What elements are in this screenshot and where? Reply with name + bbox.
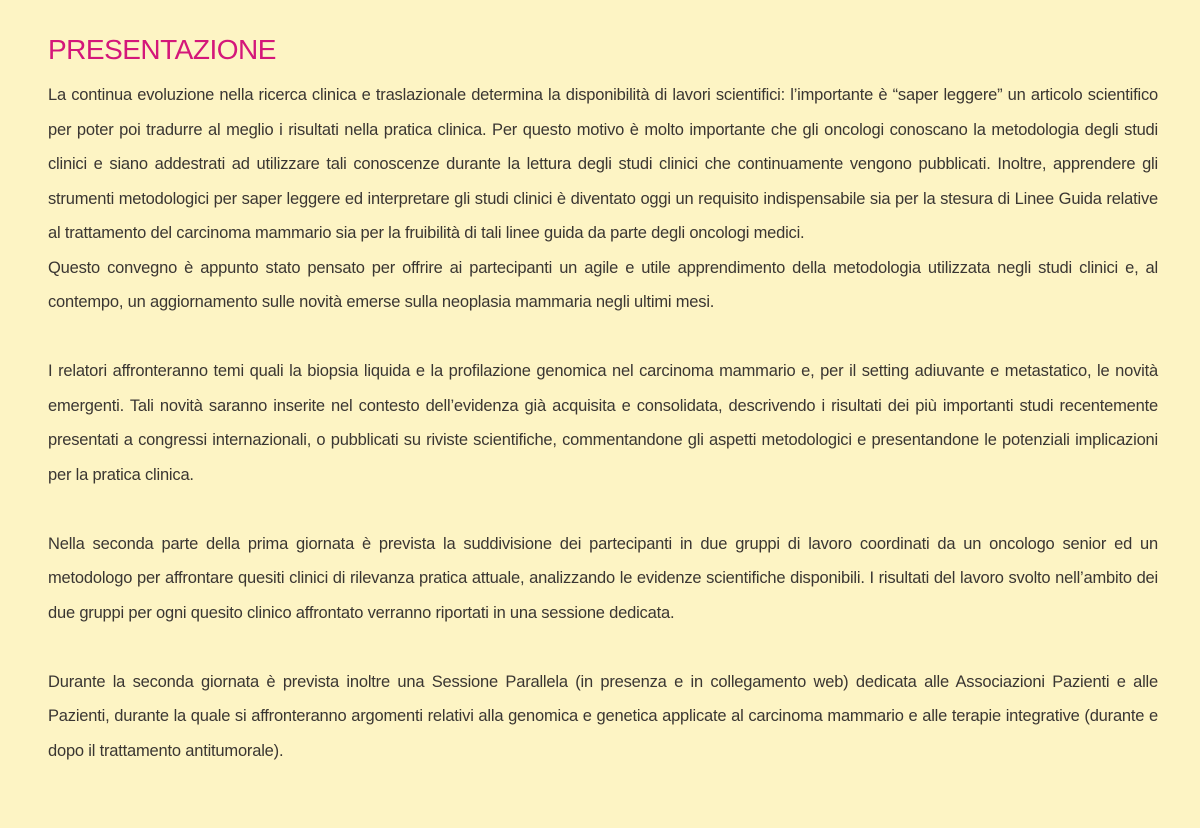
document-page — [48, 30, 1158, 768]
paragraph-spacer — [48, 320, 1158, 355]
paragraph-gruppi-lavoro: Nella seconda parte della prima giornata è prevista la suddivisione dei partecipanti in due gruppi di lavoro coordinati da un oncologo senior ed un metodologo per affrontare quesiti clinici di rilevanza pratica attuale, analizzando le evidenze scientifiche disponibili. I risultati del lavoro svolto nell’ambito dei due gruppi per ogni quesito clinico affrontato verranno riportati in una sessione dedicata. — [48, 534, 1158, 622]
paragraph-convegno: Questo convegno è appunto stato pensato per offrire ai partecipanti un agile e utile apprendimento della metodologia utilizzata negli studi clinici e, al contempo, un aggiornamento sulle novità emerse sulla neoplasia mammaria negli ultimi mesi. — [48, 258, 1158, 311]
paragraph-spacer — [48, 492, 1158, 527]
paragraph-spacer — [48, 630, 1158, 665]
paragraph-sessione-parallela: Durante la seconda giornata è prevista inoltre una Sessione Parallela (in presenza e in collegamento web) dedicata alle Associazioni Pazienti e alle Pazienti, durante la quale si affronteranno argomenti relativi alla genomica e genetica applicate al carcinoma mammario e alle terapie integrative (durante e dopo il trattamento antitumorale). — [48, 672, 1158, 760]
paragraph-intro: La continua evoluzione nella ricerca clinica e traslazionale determina la disponibilità di lavori scientifici: l’importante è “saper leggere” un articolo scientifico per poter poi tradurre al meglio i risultati nella pratica clinica. Per questo motivo è molto importante che gli oncologi conoscano la metodologia degli studi clinici e siano addestrati ad utilizzare tali conoscenze durante la lettura degli studi clinici che continuamente vengono pubblicati. Inoltre, apprendere gli strumenti metodologici per saper leggere ed interpretare gli studi clinici è diventato oggi un requisito indispensabile sia per la stesura di Linee Guida relative al trattamento del carcinoma mammario sia per la fruibilità di tali linee guida da parte degli oncologi medici. — [48, 86, 1158, 242]
paragraph-relatori: I relatori affronteranno temi quali la biopsia liquida e la profilazione genomica nel carcinoma mammario e, per il setting adiuvante e metastatico, le novità emergenti. Tali novità saranno inserite nel contesto dell’evidenza già acquisita e consolidata, descrivendo i risultati dei più importanti studi recentemente presentati a congressi internazionali, o pubblicati su riviste scientifiche, commentandone gli aspetti metodologici e presentandone le potenziali implicazioni per la pratica clinica. — [48, 362, 1158, 484]
page-title: PRESENTAZIONE — [48, 34, 276, 65]
